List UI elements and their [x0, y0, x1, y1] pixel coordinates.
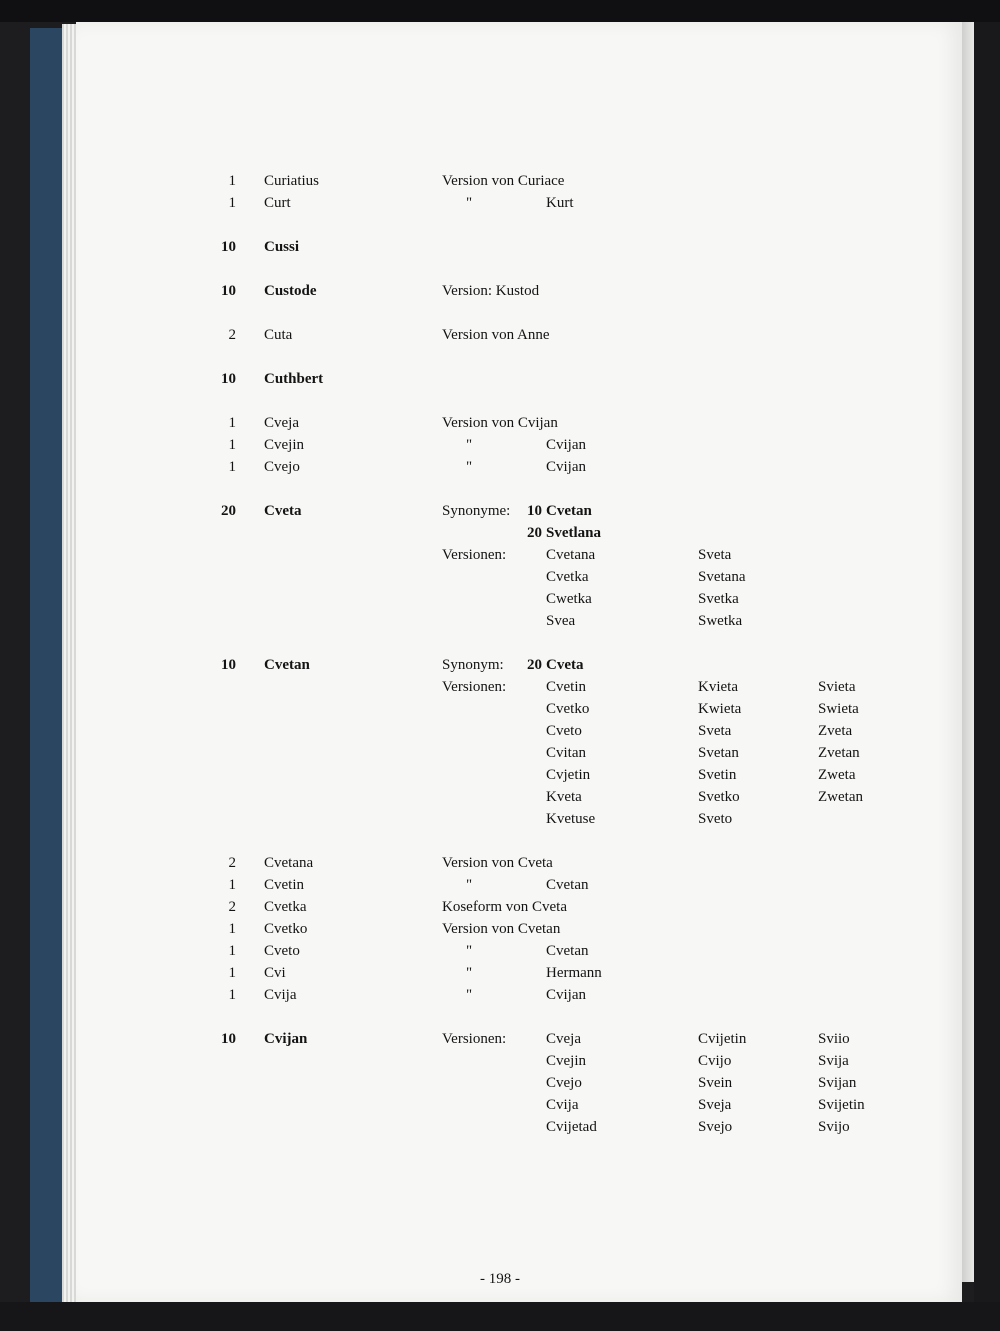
entry-row — [0, 786, 1000, 808]
entry-number: 1 — [228, 195, 236, 211]
variant-col-1: Cvetin — [546, 679, 586, 695]
ditto-mark: " — [466, 195, 473, 211]
entry-row — [0, 984, 1000, 1006]
entry-name: Curiatius — [264, 173, 319, 189]
entry-name: Cvijan — [264, 1031, 308, 1047]
entry-row — [0, 654, 1000, 676]
variant-col-1: Svetlana — [546, 525, 602, 541]
entry-number: 1 — [228, 415, 236, 431]
entry-row — [0, 918, 1000, 940]
entry-name: Curt — [264, 195, 291, 211]
entry-row — [0, 896, 1000, 918]
entry-row — [0, 412, 1000, 434]
entry-name: Cvetana — [264, 855, 314, 871]
entry-description: Version von Cvetan — [442, 921, 561, 937]
entry-name: Cvetin — [264, 877, 304, 893]
entry-name: Cvija — [264, 987, 297, 1003]
entry-number: 1 — [228, 459, 236, 475]
entry-description: Synonym: — [442, 657, 504, 673]
variant-col-1: Kvetuse — [546, 811, 596, 827]
entry-row — [0, 280, 1000, 302]
variant-col-3: Zwetan — [818, 789, 863, 805]
entry-row — [0, 962, 1000, 984]
scan-bottom-border — [0, 1302, 1000, 1331]
entry-name: Cvetko — [264, 921, 308, 937]
entry-number: 1 — [228, 987, 236, 1003]
variant-col-3: Svijo — [818, 1119, 850, 1135]
entry-row — [0, 676, 1000, 698]
entry-name: Cvi — [264, 965, 286, 981]
variant-col-1: Cvetan — [546, 503, 592, 519]
ditto-mark: " — [466, 943, 473, 959]
ditto-mark: " — [466, 459, 473, 475]
variant-col-1: Cveto — [546, 723, 582, 739]
ditto-mark: " — [466, 877, 473, 893]
variant-col-1: Cvetana — [546, 547, 596, 563]
entry-row — [0, 940, 1000, 962]
variant-col-3: Swieta — [818, 701, 859, 717]
variant-col-1: Cvetan — [546, 943, 589, 959]
entry-name: Cvetan — [264, 657, 310, 673]
variant-col-2: Svetin — [698, 767, 737, 783]
variant-col-2: Swetka — [698, 613, 743, 629]
entry-row — [0, 1094, 1000, 1116]
entry-row — [0, 500, 1000, 522]
entry-number: 2 — [228, 327, 236, 343]
variant-col-2: Svetana — [698, 569, 746, 585]
entry-name: Cveta — [264, 503, 302, 519]
synonym-number: 20 — [527, 525, 542, 541]
variant-col-2: Sveta — [698, 547, 732, 563]
variant-col-1: Kurt — [546, 195, 574, 211]
entry-description: Synonyme: — [442, 503, 511, 519]
entry-row — [0, 588, 1000, 610]
entry-name: Cuthbert — [264, 371, 324, 387]
variant-col-2: Kvieta — [698, 679, 738, 695]
variant-col-2: Svein — [698, 1075, 733, 1091]
entry-description: Version von Cvijan — [442, 415, 558, 431]
variant-col-2: Svetko — [698, 789, 740, 805]
variant-col-1: Cwetka — [546, 591, 592, 607]
entry-description: Versionen: — [442, 547, 507, 563]
variant-col-1: Cvetan — [546, 877, 589, 893]
variant-col-1: Cvijetad — [546, 1119, 597, 1135]
variant-col-2: Cvijo — [698, 1053, 732, 1069]
variant-col-1: Cvijan — [546, 459, 586, 475]
entry-number: 1 — [228, 921, 236, 937]
ditto-mark: " — [466, 987, 473, 1003]
variant-col-2: Svetka — [698, 591, 739, 607]
entry-number: 1 — [228, 877, 236, 893]
variant-col-1: Cvejo — [546, 1075, 582, 1091]
variant-col-1: Cvetko — [546, 701, 590, 717]
entry-name: Cuta — [264, 327, 293, 343]
entry-name: Cvetka — [264, 899, 307, 915]
entry-name: Cveto — [264, 943, 300, 959]
variant-col-3: Zweta — [818, 767, 856, 783]
entry-row — [0, 610, 1000, 632]
entry-number: 2 — [228, 855, 236, 871]
entry-row — [0, 874, 1000, 896]
entry-number: 1 — [228, 943, 236, 959]
entry-description: Versionen: — [442, 1031, 507, 1047]
variant-col-2: Cvijetin — [698, 1031, 747, 1047]
entry-number: 1 — [228, 437, 236, 453]
entry-description: Version: Kustod — [442, 283, 540, 299]
entry-row — [0, 852, 1000, 874]
entry-row — [0, 1072, 1000, 1094]
variant-col-2: Svejo — [698, 1119, 733, 1135]
ditto-mark: " — [466, 965, 473, 981]
synonym-number: 10 — [527, 503, 542, 519]
variant-col-1: Kveta — [546, 789, 582, 805]
ditto-mark: " — [466, 437, 473, 453]
entry-description: Koseform von Cveta — [442, 899, 567, 915]
entry-description: Version von Curiace — [442, 173, 565, 189]
entry-row — [0, 720, 1000, 742]
page-number: - 198 - — [480, 1271, 520, 1287]
variant-col-1: Cveta — [546, 657, 584, 673]
variant-col-3: Zveta — [818, 723, 853, 739]
variant-col-2: Sveta — [698, 723, 732, 739]
entry-row — [0, 698, 1000, 720]
entry-description: Version von Cveta — [442, 855, 553, 871]
entry-number: 1 — [228, 965, 236, 981]
variant-col-3: Svieta — [818, 679, 856, 695]
variant-col-1: Cvijan — [546, 987, 586, 1003]
synonym-number: 20 — [527, 657, 542, 673]
variant-col-2: Kwieta — [698, 701, 742, 717]
entry-row — [0, 764, 1000, 786]
variant-col-1: Cveja — [546, 1031, 581, 1047]
entry-row — [0, 368, 1000, 390]
entry-row — [0, 1028, 1000, 1050]
entry-name: Cvejin — [264, 437, 304, 453]
entry-number: 10 — [221, 283, 236, 299]
entry-row — [0, 456, 1000, 478]
variant-col-1: Cvejin — [546, 1053, 586, 1069]
entry-row — [0, 170, 1000, 192]
variant-col-3: Svijan — [818, 1075, 857, 1091]
entry-row — [0, 544, 1000, 566]
entry-description: Versionen: — [442, 679, 507, 695]
variant-col-3: Svija — [818, 1053, 849, 1069]
entry-name: Cvejo — [264, 459, 300, 475]
entry-row — [0, 192, 1000, 214]
variant-col-3: Sviio — [818, 1031, 850, 1047]
entry-row — [0, 1116, 1000, 1138]
variant-col-3: Svijetin — [818, 1097, 865, 1113]
variant-col-3: Zvetan — [818, 745, 860, 761]
variant-col-1: Cvitan — [546, 745, 586, 761]
variant-col-1: Cvjetin — [546, 767, 591, 783]
entry-row — [0, 522, 1000, 544]
entry-row — [0, 236, 1000, 258]
variant-col-1: Cvetka — [546, 569, 589, 585]
entry-number: 10 — [221, 657, 236, 673]
variant-col-1: Svea — [546, 613, 576, 629]
entry-number: 10 — [221, 1031, 236, 1047]
entry-name: Cussi — [264, 239, 300, 255]
entry-number: 10 — [221, 371, 236, 387]
entry-row — [0, 434, 1000, 456]
variant-col-2: Svetan — [698, 745, 739, 761]
entry-row — [0, 742, 1000, 764]
variant-col-2: Sveja — [698, 1097, 732, 1113]
variant-col-1: Hermann — [546, 965, 602, 981]
entry-row — [0, 808, 1000, 830]
variant-col-1: Cvija — [546, 1097, 579, 1113]
entry-row — [0, 324, 1000, 346]
entry-name: Cveja — [264, 415, 299, 431]
entry-number: 2 — [228, 899, 236, 915]
scan-top-border — [0, 0, 1000, 22]
variant-col-1: Cvijan — [546, 437, 586, 453]
entry-number: 10 — [221, 239, 236, 255]
entry-description: Version von Anne — [442, 327, 550, 343]
entry-number: 1 — [228, 173, 236, 189]
entry-name: Custode — [264, 283, 317, 299]
entry-row — [0, 566, 1000, 588]
variant-col-2: Sveto — [698, 811, 733, 827]
entry-row — [0, 1050, 1000, 1072]
entry-number: 20 — [221, 503, 236, 519]
